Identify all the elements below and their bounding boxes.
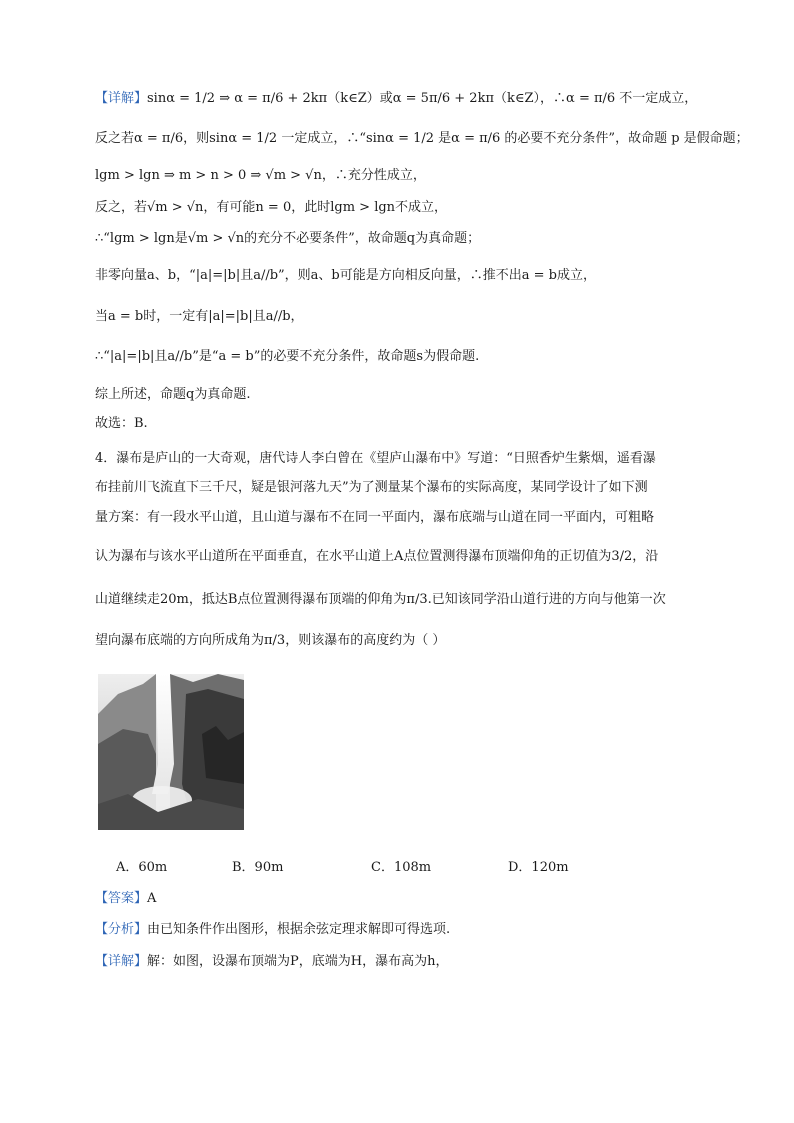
line-text: 望向瀑布底端的方向所成角为π/3，则该瀑布的高度约为（ ） [95,633,446,648]
analysis-line [95,920,714,940]
line-text: lgm > lgn ⇒ m > n > 0 ⇒ √m > √n，∴充分性成立， [95,168,426,183]
line-text: 反之，若√m > √n，有可能n = 0，此时lgm > lgn不成立， [95,200,448,215]
line-text: 量方案：有一段水平山道，且山道与瀑布不在同一平面内，瀑布底端与山道在同一平面内，可粗略 [95,510,655,525]
answer-text: A [147,891,157,906]
line-text: 4．瀑布是庐山的一大奇观，唐代诗人李白曾在《望庐山瀑布中》写道：“日照香炉生紫烟，遥看瀑 [95,451,656,466]
solution-line-6 [95,266,714,286]
choice-b: B．90m [232,860,284,875]
choice-d: D．120m [508,860,569,875]
question-line-4 [95,547,714,567]
solution-line-10 [95,414,714,434]
line-text: sinα = 1/2 ⇒ α = π/6 + 2kπ（k∈Z）或α = 5π/6 + 2kπ（k∈Z），∴α = π/6 不一定成立， [147,91,698,106]
solution-line-4 [95,198,714,218]
detail-text: 解：如图，设瀑布顶端为P，底端为H，瀑布高为h， [147,954,449,969]
line-text: 反之若α = π/6，则sinα = 1/2 一定成立，∴“sinα = 1/2 是α = π/6 的必要不充分条件”，故命题 p 是假命题； [95,131,749,146]
solution-line-3 [95,166,714,186]
solution-line-2 [95,129,749,149]
line-text: 认为瀑布与该水平山道所在平面垂直，在水平山道上A点位置测得瀑布顶端仰角的正切值为3/2，沿 [95,549,659,564]
line-text: 非零向量a、b，“|a|=|b|且a//b”，则a、b可能是方向相反向量，∴推不出a = b成立， [95,268,596,283]
question-line-5 [95,590,714,610]
section-tag: 【详解】 [95,91,148,106]
solution-line-1 [95,89,714,109]
question-line-1 [95,449,714,469]
question-line-6 [95,631,714,651]
solution-line-9 [95,385,714,405]
question-line-2 [95,478,714,498]
answer-line [95,889,714,909]
line-text: 当a = b时，一定有|a|=|b|且a//b， [95,309,304,324]
question-line-3 [95,508,714,528]
solution-line-7 [95,307,714,327]
solution-line-5 [95,229,714,249]
detail-tag: 【详解】 [95,954,148,969]
answer-choices [0,856,794,876]
detail-line [95,952,714,972]
line-text: 故选：B. [95,416,148,431]
line-text: ∴“lgm > lgn是√m > √n的充分不必要条件”，故命题q为真命题； [95,231,481,246]
solution-line-8 [95,347,714,367]
line-text: 布挂前川飞流直下三千尺，疑是银河落九天”为了测量某个瀑布的实际高度，某同学设计了如下测 [95,480,648,495]
line-text: 综上所述，命题q为真命题. [95,387,251,402]
analysis-tag: 【分析】 [95,922,148,937]
line-text: 山道继续走20m，抵达B点位置测得瀑布顶端的仰角为π/3.已知该同学沿山道行进的方向与他第一次 [95,592,666,607]
choice-c: C．108m [371,860,432,875]
answer-tag: 【答案】 [95,891,148,906]
analysis-text: 由已知条件作出图形，根据余弦定理求解即可得选项. [147,922,451,937]
line-text: ∴“|a|=|b|且a//b”是“a = b”的必要不充分条件，故命题s为假命题. [95,349,480,364]
waterfall-photo [98,674,244,830]
choice-a: A．60m [116,860,168,875]
